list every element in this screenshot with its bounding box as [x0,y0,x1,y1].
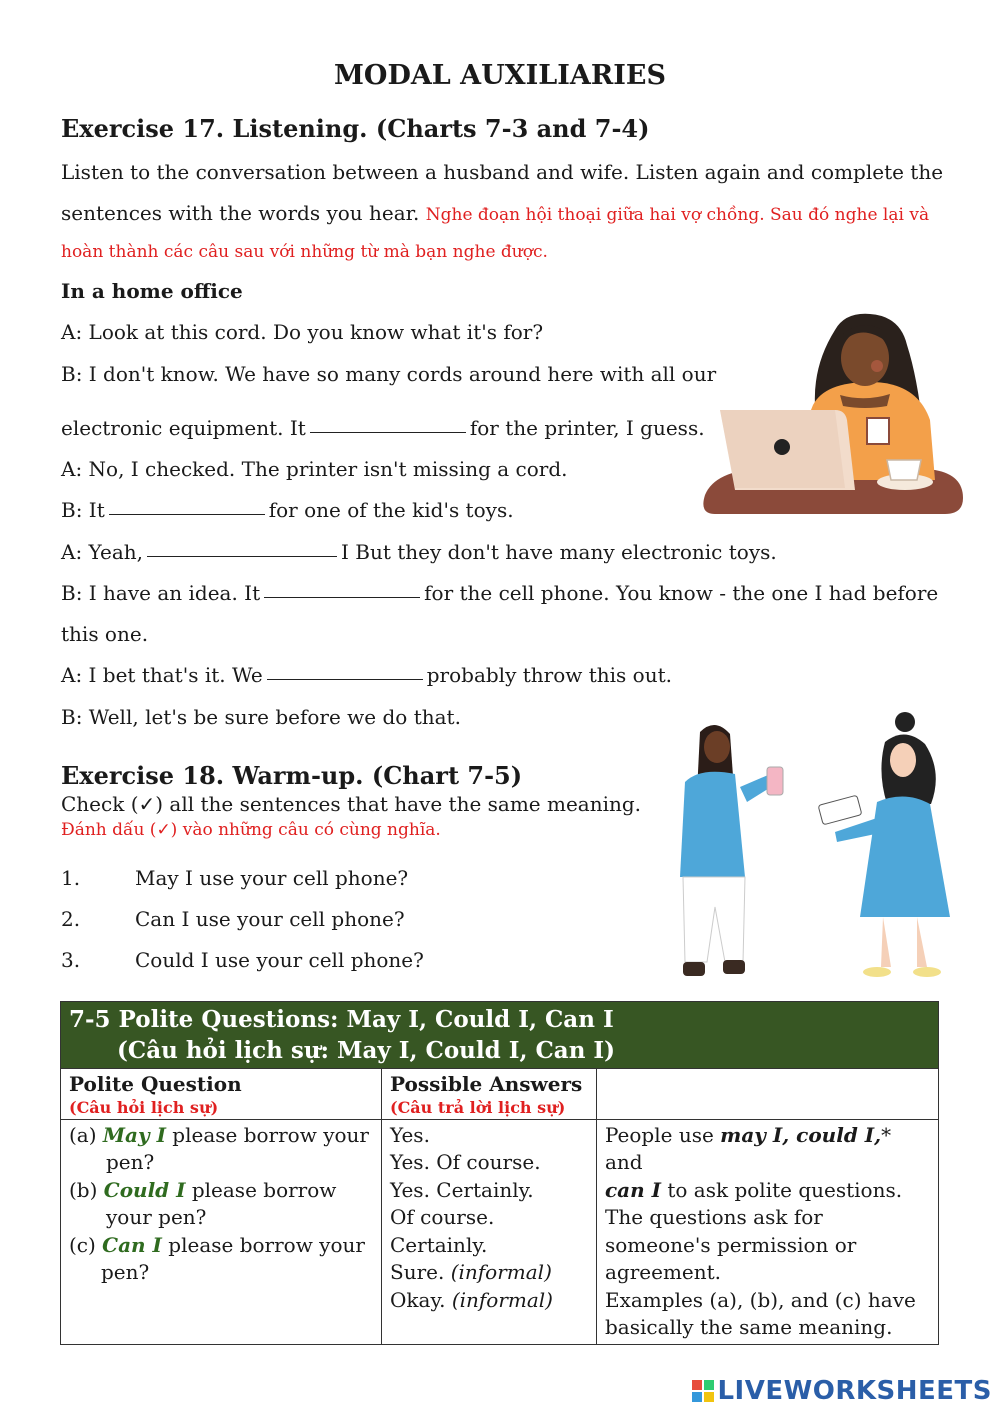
item-text: May I use your cell phone? [135,866,409,890]
dialogue-line-9 [61,663,672,687]
question-text: your pen? [106,1205,207,1229]
dialogue-line-7 [61,581,938,605]
item-text: Can I use your cell phone? [135,907,405,931]
chart-title: 7-5 Polite Questions: May I, Could I, Can I [69,1006,614,1033]
column-header-label: Polite Question [69,1072,242,1096]
item-number: 1. [61,866,81,890]
laptop-logo-icon [774,439,790,455]
woman-laptop-illustration [695,310,967,520]
answer-blank-1[interactable] [310,431,466,433]
item-number: 3. [61,948,81,972]
question-text: please borrow your [168,1232,365,1257]
column-header-answers [382,1069,597,1120]
modal-word: May I [102,1122,166,1147]
dialogue-text: B: I have an idea. It [61,581,261,605]
item-number: 2. [61,907,81,931]
note-line: People use may I, could I,* and [605,1122,892,1174]
list-item[interactable] [61,866,408,890]
question-text: please borrow [191,1177,337,1202]
exercise-17-heading: Exercise 17. Listening. (Charts 7-3 and 7-4) [61,114,650,143]
dialogue-line-5 [61,498,514,522]
page-title: MODAL AUXILIARIES [334,60,666,91]
ex17-subheading: In a home office [61,279,243,303]
column-header-question [61,1069,382,1120]
question-text: pen? [106,1150,155,1174]
questions-cell [61,1119,382,1344]
dialogue-text: A: Yeah, [61,540,144,564]
dialogue-text: for one of the kid's toys. [268,498,514,522]
dialogue-line-2: B: I don't know. We have so many cords around here with all our [61,362,717,386]
answer-item: Yes. Of course. [390,1150,541,1174]
note-line: Examples (a), (b), and (c) have [605,1287,916,1312]
dialogue-text: electronic equipment. It [61,416,306,440]
answer-item: Certainly. [390,1232,488,1257]
note-line: The questions ask for [605,1205,823,1229]
modal-word: Can I [102,1232,162,1257]
column-header-label: Possible Answers [390,1072,583,1096]
answer-blank-3[interactable] [147,555,337,557]
answers-cell [382,1119,597,1344]
chart-header [61,1002,939,1069]
dialogue-line-6 [61,540,777,564]
ex18-instruction-vi: Đánh dấu (✓) vào những câu có cùng nghĩa. [61,820,441,840]
dialogue-text: probably throw this out. [426,663,672,687]
column-header-sub: (Câu hỏi lịch sự) [69,1097,219,1117]
liveworksheets-logo[interactable] [692,1376,992,1406]
answer-item: Okay. (informal) [390,1287,553,1312]
pants-shape [683,877,745,962]
question-text: please borrow your [172,1122,369,1147]
dialogue-line-3 [61,416,705,440]
list-item[interactable] [61,948,424,972]
dialogue-text: for the printer, I guess. [469,416,705,440]
tablet-icon [818,795,862,825]
shirt-shape [680,772,745,877]
item-text: Could I use your cell phone? [135,948,424,972]
ex17-instruction-vi-1: Nghe đoạn hội thoại giữa hai vợ chồng. Sau đó nghe lại và [425,205,930,225]
answer-blank-5[interactable] [267,678,423,680]
ex18-instruction: Check (✓) all the sentences that have the same meaning. [61,792,642,816]
list-item[interactable] [61,907,405,931]
answer-item: Of course. [390,1205,495,1229]
dialogue-text: A: I bet that's it. We [61,663,263,687]
question-c [69,1232,373,1260]
answer-blank-2[interactable] [109,513,265,515]
logo-text: LIVEWORKSHEETS [717,1376,992,1406]
ex17-instruction-vi-2: hoàn thành các câu sau với những từ mà bạn nghe được. [61,242,548,262]
dialogue-line-10: B: Well, let's be sure before we do that. [61,705,461,729]
question-text: pen? [101,1260,150,1284]
chart-title-vi: (Câu hỏi lịch sự: May I, Could I, Can I) [117,1037,616,1064]
answer-item: Yes. Certainly. [390,1177,534,1202]
dialogue-line-1: A: Look at this cord. Do you know what it's for? [61,320,544,344]
question-b [69,1177,373,1205]
note-line: someone's permission or [605,1232,857,1257]
answer-item: Sure. (informal) [390,1260,552,1284]
dialogue-text: for the cell phone. You know - the one I had before [424,581,939,605]
dialogue-line-8: this one. [61,622,149,646]
question-a [69,1122,373,1150]
answer-item: Yes. [390,1122,430,1147]
phone-icon [767,767,783,795]
ex17-instruction-en: sentences with the words you hear. [61,201,420,225]
column-header-sub: (Câu trả lời lịch sự) [390,1097,566,1117]
coffee-cup-icon [887,460,921,480]
note-line: can I to ask polite questions. [605,1177,903,1202]
answer-blank-4[interactable] [264,596,420,598]
note-line: agreement. [605,1260,722,1284]
ex17-instruction-line2 [61,201,929,225]
exercise-18-heading: Exercise 18. Warm-up. (Chart 7-5) [61,761,523,790]
modal-word: Could I [103,1177,186,1202]
dialogue-text: B: It [61,498,105,522]
coat-shape [860,796,950,917]
label-b: (b) [69,1177,98,1202]
label-c: (c) [69,1232,96,1257]
grammar-chart-7-5 [60,1001,939,1345]
column-header-notes [597,1069,939,1120]
dialogue-line-4: A: No, I checked. The printer isn't missing a cord. [61,457,568,481]
notes-cell [597,1119,939,1344]
liveworksheets-logo-icon [692,1380,714,1402]
ex17-instruction-line1: Listen to the conversation between a husband and wife. Listen again and complete the [61,160,944,184]
women-phones-illustration [655,712,955,984]
label-a: (a) [69,1122,97,1147]
dialogue-text: I But they don't have many electronic toys. [341,540,777,564]
note-line: basically the same meaning. [605,1315,893,1339]
